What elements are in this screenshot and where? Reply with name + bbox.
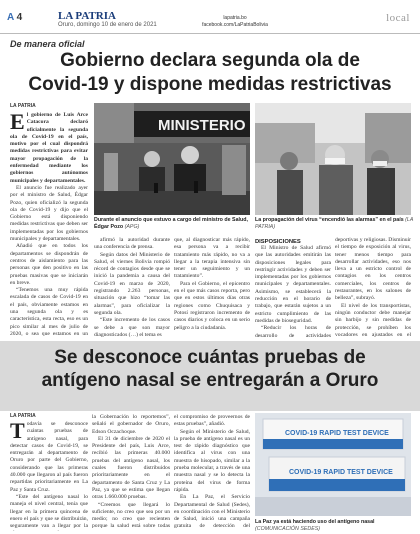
street-crowd-photo xyxy=(255,103,411,215)
article1-column-1: El gobierno de Luis Arce Catacora declaró oficialmente la segunda ola de Covid-19 en el país, motivo por el cual dispondrá medidas restrictivas para evitar mayor propagación de la enfermedad mediante los gobiernos autónomos municipales y departamentales. El anuncio fue realizado ayer por el ministro de Salud, Édgar Pozo, quien oficializó la segunda ola de Covid-19 y dijo que el Gobierno está disponiendo medidas restrictivas que deben ser implementadas por los gobiernos municipales y departamentales. Añadió que en todos los departamentos se dispondrán de centros de aislamiento para las personas que den positivo en las pruebas masivas que se iniciarán en breve. “Tenemos una muy rápida escalada de casos de Covid-19 en el país, obviamente estamos en una segunda ola y es característica, esta recta, eso es un pico similar al mes de julio de 2020, o sea que estamos en un xyxy=(10,112,88,337)
page-number: A 4 xyxy=(7,12,23,23)
minister-press-photo xyxy=(94,103,250,215)
dropcap: E xyxy=(10,112,25,134)
page-masthead xyxy=(0,0,420,34)
rapid-test-kits-photo xyxy=(255,413,411,516)
article1-column-4: DISPOSICIONES El Ministro de Salud afirmó que las autoridades emitirán las disposiciones legales para restringir actividades y deben ser implementadas por los gobiernos municipales y departamentales. Asimismo, se establecerá la reducción en el horario de trabajo, que estarán sujetos a un estricto cumplimiento de las medidas de bioseguridad. “Reducir los horas de desarrollo de actividades xyxy=(255,239,331,338)
article1-kicker: De manera oficial xyxy=(10,39,85,49)
article2-column-2: la Gobernación lo reportemos”, señaló el gobernador de Oruro, Edson Oczachoque. El 31 de diciembre de 2020 el Presidente del país, Luis Arce, recibió las primeras 40.000 pruebas del antígeno nasal, los cuales fueron distribuidos prioritariamente en el departamento de Santa Cruz y La Paz, ya que se estima que llegan otras 1.660.000 pruebas. “Creemos que llegará lo suficiente, no creo que sea por un medio; no creo que recienten porque la salud está sobre todas xyxy=(92,414,170,530)
newspaper-name: LA PATRIA xyxy=(58,10,116,22)
facebook-link[interactable]: facebook.com/LaPatriaBolivia xyxy=(202,22,268,28)
test-box-label-1: COVID-19 RAPID TEST DEVICE xyxy=(285,430,389,437)
article1-column-2: afirmó la autoridad durante una conferencia de prensa. Según datos del Ministerio de Salud, el viernes Bolivia rompió récord de contagios desde que se inició la pandemia a causa del Covid-19 en marzo de 2020, registrando 2.263 personas, situación que hizo “tomar las alarmas”, para oficializar la segunda ola. “Este incremento de los casos se debe a que son mayor diagnosticados (…) el tema es xyxy=(94,237,170,338)
article1-headline-line2: Covid-19 y dispone medidas restrictivas xyxy=(28,74,392,95)
photo1-caption: Durante el anuncio que estuvo a cargo del ministro de Salud, Édgar Pozo (APG) xyxy=(94,217,248,230)
photo3-caption: La Paz ya está haciendo uso del antígeno nasal (COMUNICACIÓN SEDES) xyxy=(255,519,375,532)
article1-column-3: que, al diagnosticar más rápido, esa persona va a recibir tratamiento más rápido, no va a llegar a la terapia intensiva sin tener un seguimiento y un tratamiento”. Para el Gobierno, el epicentro en el que más casos reporta, pero que en estos últimos días otras regiones como Chuquisaca y Potosí registraron incremento de casos diarios y coloca en un serio peligro a la ciudadanía. xyxy=(174,237,250,331)
article2-column-3: el compromiso de proveernos de estas pruebas”, añadió. Según el Ministerio de Salud, la prueba de antígeno nasal es un test de rápido diagnóstico que identifica al virus con una muestra de hisopado, similar a la prueba molecular, a través de una muestra nasal y se lo detecta la proteína del virus de forma rápida. En La Paz, el Servicio Departamental de Salud (Sedes), en coordinación con el Ministerio de Salud, inició una campaña gratuita de detección del xyxy=(174,414,250,530)
article1-source: LA PATRIA xyxy=(10,103,36,109)
issue-date: Oruro, domingo 10 de enero de 2021 xyxy=(58,22,157,28)
ministerio-sign: MINISTERIO xyxy=(158,117,246,134)
article1-headline-line1: Gobierno declara segunda ola de xyxy=(60,50,360,71)
test-box-label-2: COVID-19 RAPID TEST DEVICE xyxy=(289,469,393,476)
article2-headline-line1: Se desconoce cuántas pruebas de xyxy=(54,347,366,368)
dropcap: T xyxy=(10,421,25,443)
photo2-caption: La propagación del virus “encendió las alarmas” en el país (LA PATRIA) xyxy=(255,217,414,230)
article2-source: LA PATRIA xyxy=(10,413,36,419)
article1-subhead: DISPOSICIONES xyxy=(255,239,301,245)
article2-headline-line2: antígeno nasal se entregarán a Oruro xyxy=(41,370,379,391)
social-links xyxy=(195,15,275,29)
website-link[interactable]: lapatria.bo xyxy=(223,15,247,21)
section-label: local xyxy=(386,12,410,24)
article1-column-5: deportivas y religiosas. Disminuir el tiempo de exposición al virus, tener menos tiempo para desarrollar actividades, eso nos lleva a un estricto control de contagios en los centros comerciales, los centros de restaurantes, en los salones de belleza”, subrayó. El nivel de los transportistas, ningún conductor debe manejar sin barbijo y sin medidas de protección, se prohíben los vocadores en ajustados en el xyxy=(335,237,411,338)
article2-column-1: Todavía se desconoce cuántas pruebas de antígeno nasal, para detectar casos de Covid-19, se entregarán al departamento de Oruro por parte del Gobierno, considerando que las primeras 40.000 que llegaron al país fueron repartidas prioritariamente en La Paz y Santa Cruz. “Este del antígeno nasal lo maneja el nivel central, tenía que llegar en la primera quincena de enero el país y que se distribuirán, seguramente van a llegar por la xyxy=(10,421,88,530)
